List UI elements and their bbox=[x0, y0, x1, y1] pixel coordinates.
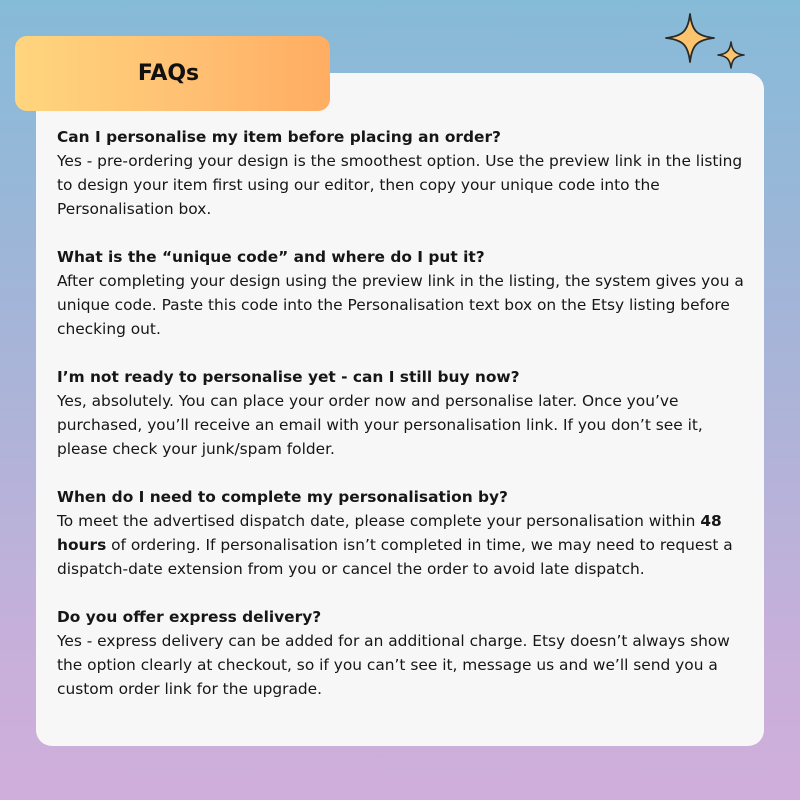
faq-header-tab bbox=[15, 36, 330, 111]
faq-item-unique-code bbox=[57, 245, 747, 341]
faq-item-buy-now bbox=[57, 365, 747, 461]
sparkle-small-icon bbox=[717, 41, 745, 69]
page-title: FAQs bbox=[137, 61, 200, 86]
sparkle-large-icon bbox=[665, 13, 715, 63]
faq-question: I’m not ready to personalise yet - can I still buy now? bbox=[57, 368, 520, 386]
faq-item-express-delivery bbox=[57, 605, 747, 701]
faq-answer-emphasis: 48 hours bbox=[57, 512, 722, 554]
faq-question: Can I personalise my item before placing an order? bbox=[57, 128, 501, 146]
faq-item-deadline bbox=[57, 485, 747, 581]
faq-answer: Yes - express delivery can be added for an additional charge. Etsy doesn’t always show the option clearly at checkout, so if you can’t see it, message us and we’ll send you a custom order link for the upgrade. bbox=[57, 632, 730, 698]
faq-list bbox=[57, 125, 747, 725]
faq-answer-text: To meet the advertised dispatch date, please complete your personalisation within bbox=[57, 512, 701, 530]
faq-question: What is the “unique code” and where do I put it? bbox=[57, 248, 485, 266]
faq-answer bbox=[57, 509, 747, 581]
faq-answer-text: of ordering. If personalisation isn’t completed in time, we may need to request a dispatch-date extension from you or cancel the order to avoid late dispatch. bbox=[57, 536, 733, 578]
faq-answer: Yes, absolutely. You can place your order now and personalise later. Once you’ve purchased, you’ll receive an email with your personalisation link. If you don’t see it, please check your junk/spam folder. bbox=[57, 392, 703, 458]
faq-answer: After completing your design using the preview link in the listing, the system gives you a unique code. Paste this code into the Personalisation text box on the Etsy listing before checking out. bbox=[57, 272, 744, 338]
faq-item-personalise-before-order bbox=[57, 125, 747, 221]
faq-question: Do you offer express delivery? bbox=[57, 608, 322, 626]
faq-answer: Yes - pre-ordering your design is the smoothest option. Use the preview link in the listing to design your item first using our editor, then copy your unique code into the Personalisation box. bbox=[57, 152, 743, 218]
faq-question: When do I need to complete my personalisation by? bbox=[57, 488, 508, 506]
